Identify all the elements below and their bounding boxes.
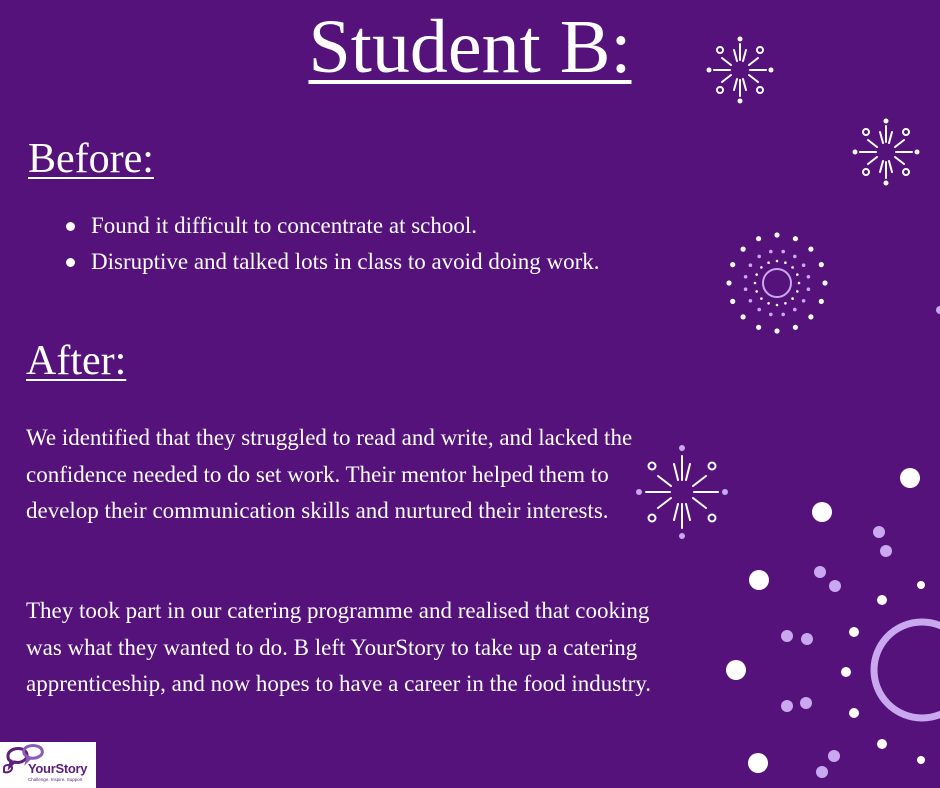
dot-icon [934, 302, 940, 318]
dotted-ring-icon [722, 228, 832, 338]
yourstory-logo [0, 742, 96, 788]
page-title: Student B: [308, 5, 632, 89]
before-heading: Before: [28, 136, 154, 182]
dot-burst-icon [720, 460, 940, 788]
logo-wordmark: YourStory [28, 761, 88, 776]
firework-burst-icon [636, 444, 728, 540]
after-paragraph-2: They took part in our catering programme and realised that cooking was what they wanted to do. B left YourStory to take up a catering apprenticeship, and now hopes to have a career in the food industry. [26, 598, 652, 696]
firework-burst-icon [702, 36, 778, 104]
firework-burst-icon [848, 118, 924, 186]
list-item: Found it difficult to concentrate at school. [66, 208, 599, 244]
before-list [66, 208, 599, 280]
list-item: Disruptive and talked lots in class to avoid doing work. [66, 244, 599, 280]
after-heading: After: [26, 338, 127, 384]
after-paragraph-1: We identified that they struggled to read and write, and lacked the confidence needed to do set work. Their mentor helped them to develop their communication skills and nurtured their interests. [26, 425, 633, 523]
logo-tagline: Challenge. Inspire. Support [28, 777, 83, 782]
